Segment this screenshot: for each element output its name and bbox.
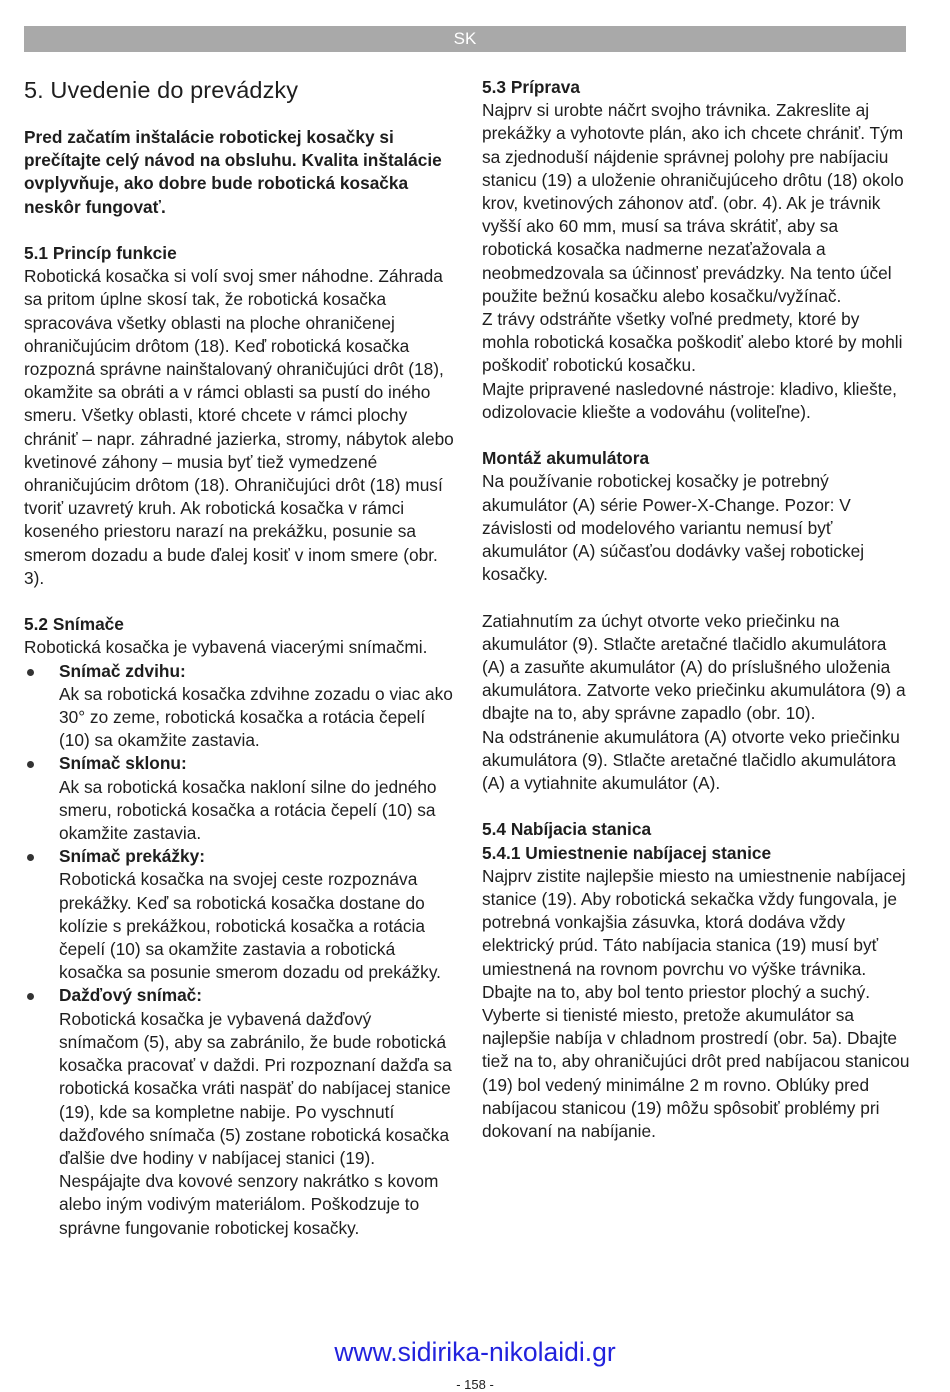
sensor-title: Snímač sklonu:	[59, 753, 187, 774]
language-code: SK	[453, 29, 477, 48]
section-5-3-paragraph-1: Najprv si urobte náčrt svojho trávnika. Zakreslite aj prekážky a vyhotovte plán, ako ich chcete chrániť. Tým sa zjednoduší nájdenie správnej polohy pre nabíjaciu stanicu (19) a uloženie ohraničujúceho drôtu (18) okolo krov, kvetinových záhonov atď. (obr. 4). Ak je trávnik vyšší ako 60 mm, musí sa tráva skrátiť, aby sa robotická kosačka nadmerne nezaťažovala a neobmedzovala sa účinnosť prevádzky. Na tento účel použite bežnú kosačku alebo kosačku/vyžínač.	[482, 100, 904, 306]
right-column	[482, 76, 910, 1143]
sensor-title: Snímač prekážky:	[59, 846, 206, 867]
sensor-text: Robotická kosačka je vybavená dažďový snímačom (5), aby sa zabránilo, že bude robotická kosačka pracovať v daždi. Pri rozpoznaní dažďa sa robotická kosačka vráti naspäť do nabíjacej stanice (19), kde sa kompletne nabije. Po vyschnutí dažďového snímača (5) zostane robotická kosačka ďalšie dve hodiny v nabíjacej stanici (19). Nespájajte dva kovové senzory nakrátko s kovom alebo iným vodivým materiálom. Poškodzuje to správne fungovanie robotickej kosačky.	[59, 1008, 452, 1238]
section-5-3-paragraph-3: Majte pripravené nasledovné nástroje: kladivo, kliešte, odizolovacie kliešte a vodováhu (voliteľne).	[482, 378, 897, 422]
chapter-title: 5. Uvedenie do prevádzky	[24, 77, 299, 103]
section-5-4-title: 5.4 Nabíjacia stanica	[482, 819, 652, 840]
sensor-text: Ak sa robotická kosačka zdvihne zozadu o viac ako 30° zo zeme, robotická kosačka a rotácia čepelí (10) sa okamžite zastavia.	[59, 683, 453, 751]
battery-paragraph-1: Na používanie robotickej kosačky je potrebný akumulátor (A) série Power-X-Change. Pozor: V závislosti od modelového variantu nemusí byť akumulátor (A) súčasťou dodávky vašej robotickej kosačky.	[482, 471, 865, 585]
battery-paragraph-3: Na odstránenie akumulátora (A) otvorte veko priečinku akumulátora (9). Stlačte aretačné tlačidlo akumulátora (A) a vytiahnite akumulátor (A).	[482, 726, 900, 794]
sensor-text: Ak sa robotická kosačka nakloní silne do jedného smeru, robotická kosačka a rotácia čepelí (10) sa okamžite zastavia.	[59, 776, 437, 844]
section-5-3-paragraph-2: Z trávy odstráňte všetky voľné predmety, ktoré by mohla robotická kosačka poškodiť alebo ktoré by mohli poškodiť robotickú kosačku.	[482, 309, 903, 376]
section-5-3-title: 5.3 Príprava	[482, 77, 580, 97]
language-header-bar	[24, 26, 906, 52]
battery-paragraph-2: Zatiahnutím za úchyt otvorte veko priečinku na akumulátor (9). Stlačte aretačné tlačidlo akumulátora (A) a zasuňte akumulátor (A) do príslušného uloženia akumulátora. Zatvorte veko priečinku akumulátora (9) a dbajte na to, aby správne zapadlo (obr. 10).	[482, 610, 906, 724]
sensor-title: Dažďový snímač:	[59, 985, 203, 1006]
left-column	[24, 76, 454, 1240]
sensor-list	[24, 660, 454, 1240]
intro-warning: Pred začatím inštalácie robotickej kosačky si prečítajte celý návod na obsluhu. Kvalita inštalácie ovplyvňuje, ako dobre bude robotická kosačka neskôr fungovať.	[24, 127, 442, 217]
sensor-title: Snímač zdvihu:	[59, 660, 186, 681]
list-item	[24, 660, 454, 753]
website-watermark: www.sidirika-nikolaidi.gr	[334, 1337, 616, 1367]
section-5-1-text: Robotická kosačka si volí svoj smer náhodne. Záhrada sa pritom úplne skosí tak, že robotická kosačka spracováva všetky oblasti na ploche ohraničenej ohraničujúcim drôtom (18). Keď robotická kosačka rozpozná správne nainštalovaný ohraničujúci drôt (18), okamžite sa obráti a v rámci oblasti sa pustí do iného smeru. Všetky oblasti, ktoré chcete v rámci plochy chrániť – napr. záhradné jazierka, stromy, nábytok alebo kvetinové záhony – musia byť tiež vymedzené ohraničujúcim drôtom (18). Ohraničujúci drôt (18) musí tvoriť uzavretý kruh. Ak robotická kosačka v rámci koseného priestoru narazí na prekážku, posunie sa smerom dozadu a bude ďalej kosiť v inom smere (obr. 3).	[24, 266, 454, 588]
section-5-4-1-title: 5.4.1 Umiestnenie nabíjacej stanice	[482, 842, 772, 863]
section-5-2-title: 5.2 Snímače	[24, 614, 124, 635]
list-item	[24, 984, 454, 1239]
section-5-2-text: Robotická kosačka je vybavená viacerými snímačmi.	[24, 637, 428, 658]
battery-section-title: Montáž akumulátora	[482, 448, 650, 469]
section-5-1-title: 5.1 Princíp funkcie	[24, 243, 177, 263]
list-item	[24, 845, 454, 984]
section-5-4-1-text: Najprv zistite najlepšie miesto na umiestnenie nabíjacej stanice (19). Aby robotická sekačka vždy fungovala, je potrebná vonkajšia zásuvka, ktorá dodáva vždy elektrický prúd. Táto nabíjacia stanica (19) musí byť umiestnená na rovnom povrchu vo výške trávnika. Dbajte na to, aby bol tento priestor plochý a suchý. Vyberte si tienisté miesto, pretože akumulátor sa najlepšie nabíja v chladnom prostredí (obr. 5a). Dbajte tiež na to, aby ohraničujúci drôt pred nabíjacou stanicou (19) bol vedený minimálne 2 m rovno. Oblúky pred nabíjacou stanicou (19) môžu spôsobiť problémy pri dokovaní na nabíjanie.	[482, 865, 910, 1142]
page-number: - 158 -	[456, 1377, 494, 1392]
list-item	[24, 752, 454, 845]
sensor-text: Robotická kosačka na svojej ceste rozpoznáva prekážky. Keď sa robotická kosačka dostane do kolízie s prekážkou, robotická kosačka a rotácia čepelí (10) sa okamžite zastavia a robotická kosačka sa posunie smerom dozadu od prekážky.	[59, 869, 441, 983]
